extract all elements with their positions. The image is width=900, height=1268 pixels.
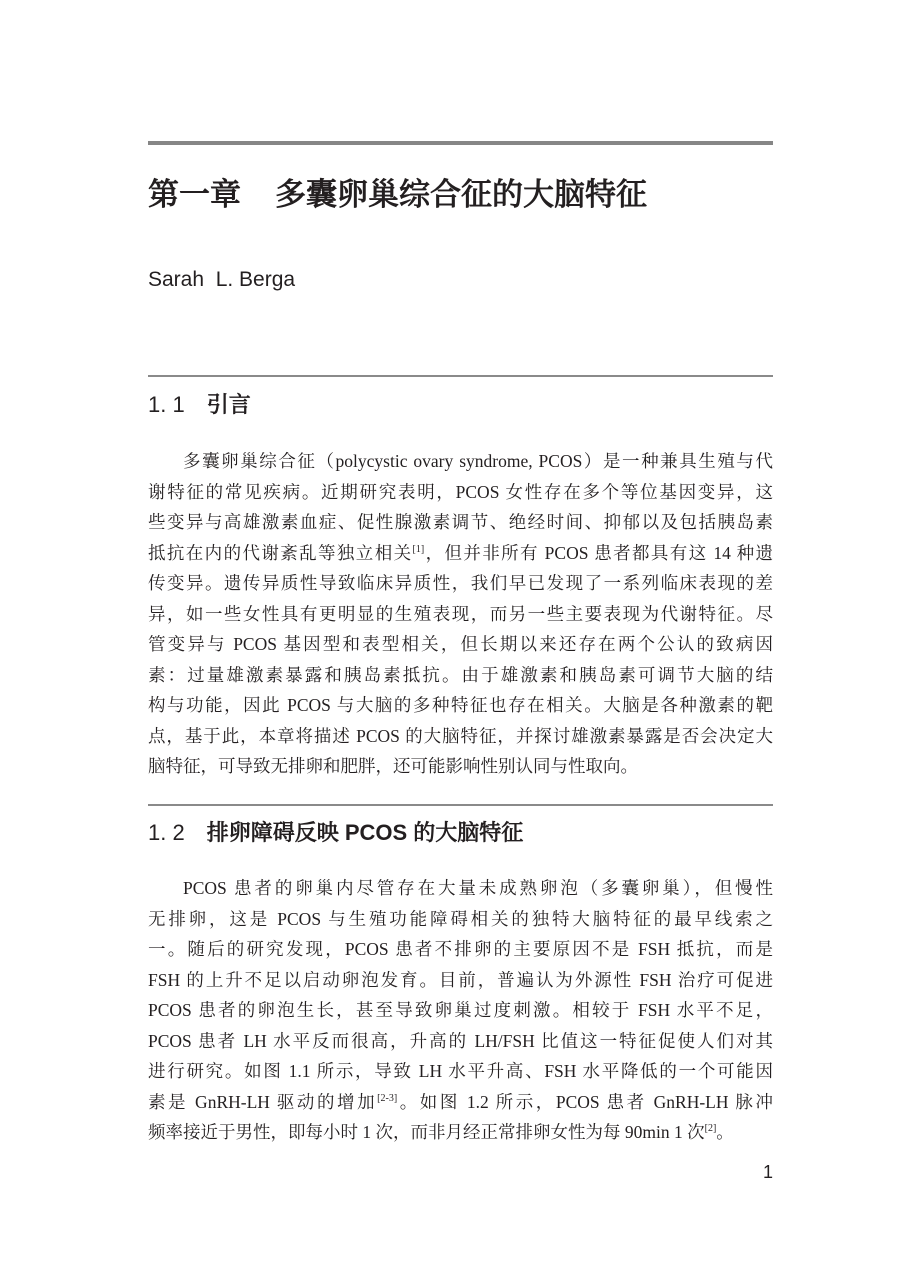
text-line: 进行研究。如图 1.1 所示，导致 LH 水平升高、FSH 水平降低的一个可能因 [148, 1061, 773, 1081]
text-segment: 素是 GnRH-LH 驱动的增加 [148, 1091, 378, 1112]
text-line: FSH 的上升不足以启动卵泡发育。目前，普遍认为外源性 FSH 治疗可促进 [148, 969, 773, 990]
text-line [148, 1087, 773, 1118]
text-line: 异，如一些女性具有更明显的生殖表现，而另一些主要表现为代谢特征。尽 [148, 603, 773, 624]
section-divider [148, 375, 773, 377]
text-line: 些变异与高雄激素血症、促性腺激素调节、绝经时间、抑郁以及包括胰岛素 [148, 512, 773, 532]
citation-superscript: [1] [412, 543, 425, 555]
page-number: 1 [762, 1162, 773, 1182]
section-divider [148, 804, 773, 806]
chapter-heading [148, 174, 647, 216]
citation-superscript: [2] [704, 1123, 717, 1134]
chapter-title: 多囊卵巢综合征的大脑特征 [275, 177, 647, 212]
section-paragraph [148, 446, 773, 782]
section-heading [148, 390, 773, 420]
section-heading [148, 818, 773, 848]
text-line: 传变异。遗传异质性导致临床异质性，我们早已发现了一系列临床表现的差 [148, 573, 773, 593]
text-line: 管变异与 PCOS 基因型和表型相关，但长期以来还存在两个公认的致病因 [148, 634, 773, 654]
text-line: 素：过量雄激素暴露和胰岛素抵抗。由于雄激素和胰岛素可调节大脑的结 [148, 664, 773, 685]
section-title: 排卵障碍反映 PCOS 的大脑特征 [206, 820, 524, 845]
text-line: 一。随后的研究发现，PCOS 患者不排卵的主要原因不是 FSH 抵抗，而是 [148, 939, 773, 959]
text-segment: 抵抗在内的代谢紊乱等独立相关 [148, 542, 413, 563]
text-line: 脑特征，可导致无排卵和肥胖，还可能影响性别认同与性取向。 [148, 756, 638, 776]
chapter-top-rule [148, 141, 773, 145]
section-number: 1. 2 [148, 820, 185, 845]
text-line: 无排卵，这是 PCOS 与生殖功能障碍相关的独特大脑特征的最早线索之 [148, 908, 773, 929]
text-line [148, 538, 773, 569]
citation-superscript: [2-3] [377, 1092, 398, 1104]
section-paragraph [148, 873, 773, 1148]
text-segment: 频率接近于男性，即每小时 1 次，而非月经正常排卵女性为每 90min 1 次 [148, 1122, 705, 1142]
text-line: 点，基于此，本章将描述 PCOS 的大脑特征，并探讨雄激素暴露是否会决定大 [148, 725, 773, 746]
text-line: PCOS 患者的卵巢内尽管存在大量未成熟卵泡（多囊卵巢），但慢性 [183, 878, 773, 898]
chapter-author: Sarah L. Berga [148, 268, 296, 291]
text-segment: 。 [716, 1122, 734, 1142]
text-line: 构与功能，因此 PCOS 与大脑的多种特征也存在相关。大脑是各种激素的靶 [148, 695, 773, 715]
text-line [148, 1117, 773, 1148]
text-segment: 。如图 1.2 所示，PCOS 患者 GnRH-LH 脉冲 [397, 1091, 773, 1112]
text-line: PCOS 患者 LH 水平反而很高，升高的 LH/FSH 比值这一特征促使人们对其 [148, 1030, 773, 1051]
text-line: 谢特征的常见疾病。近期研究表明，PCOS 女性存在多个等位基因变异，这 [148, 481, 773, 502]
text-line: 多囊卵巢综合征（polycystic ovary syndrome, PCOS）是一种兼具生殖与代 [183, 451, 773, 471]
chapter-number: 第一章 [148, 177, 241, 212]
section-title: 引言 [206, 392, 251, 417]
text-segment: ，但并非所有 PCOS 患者都具有这 14 种遗 [424, 542, 773, 563]
section-number: 1. 1 [148, 392, 185, 417]
text-line: PCOS 患者的卵泡生长，甚至导致卵巢过度刺激。相较于 FSH 水平不足， [148, 1000, 773, 1020]
